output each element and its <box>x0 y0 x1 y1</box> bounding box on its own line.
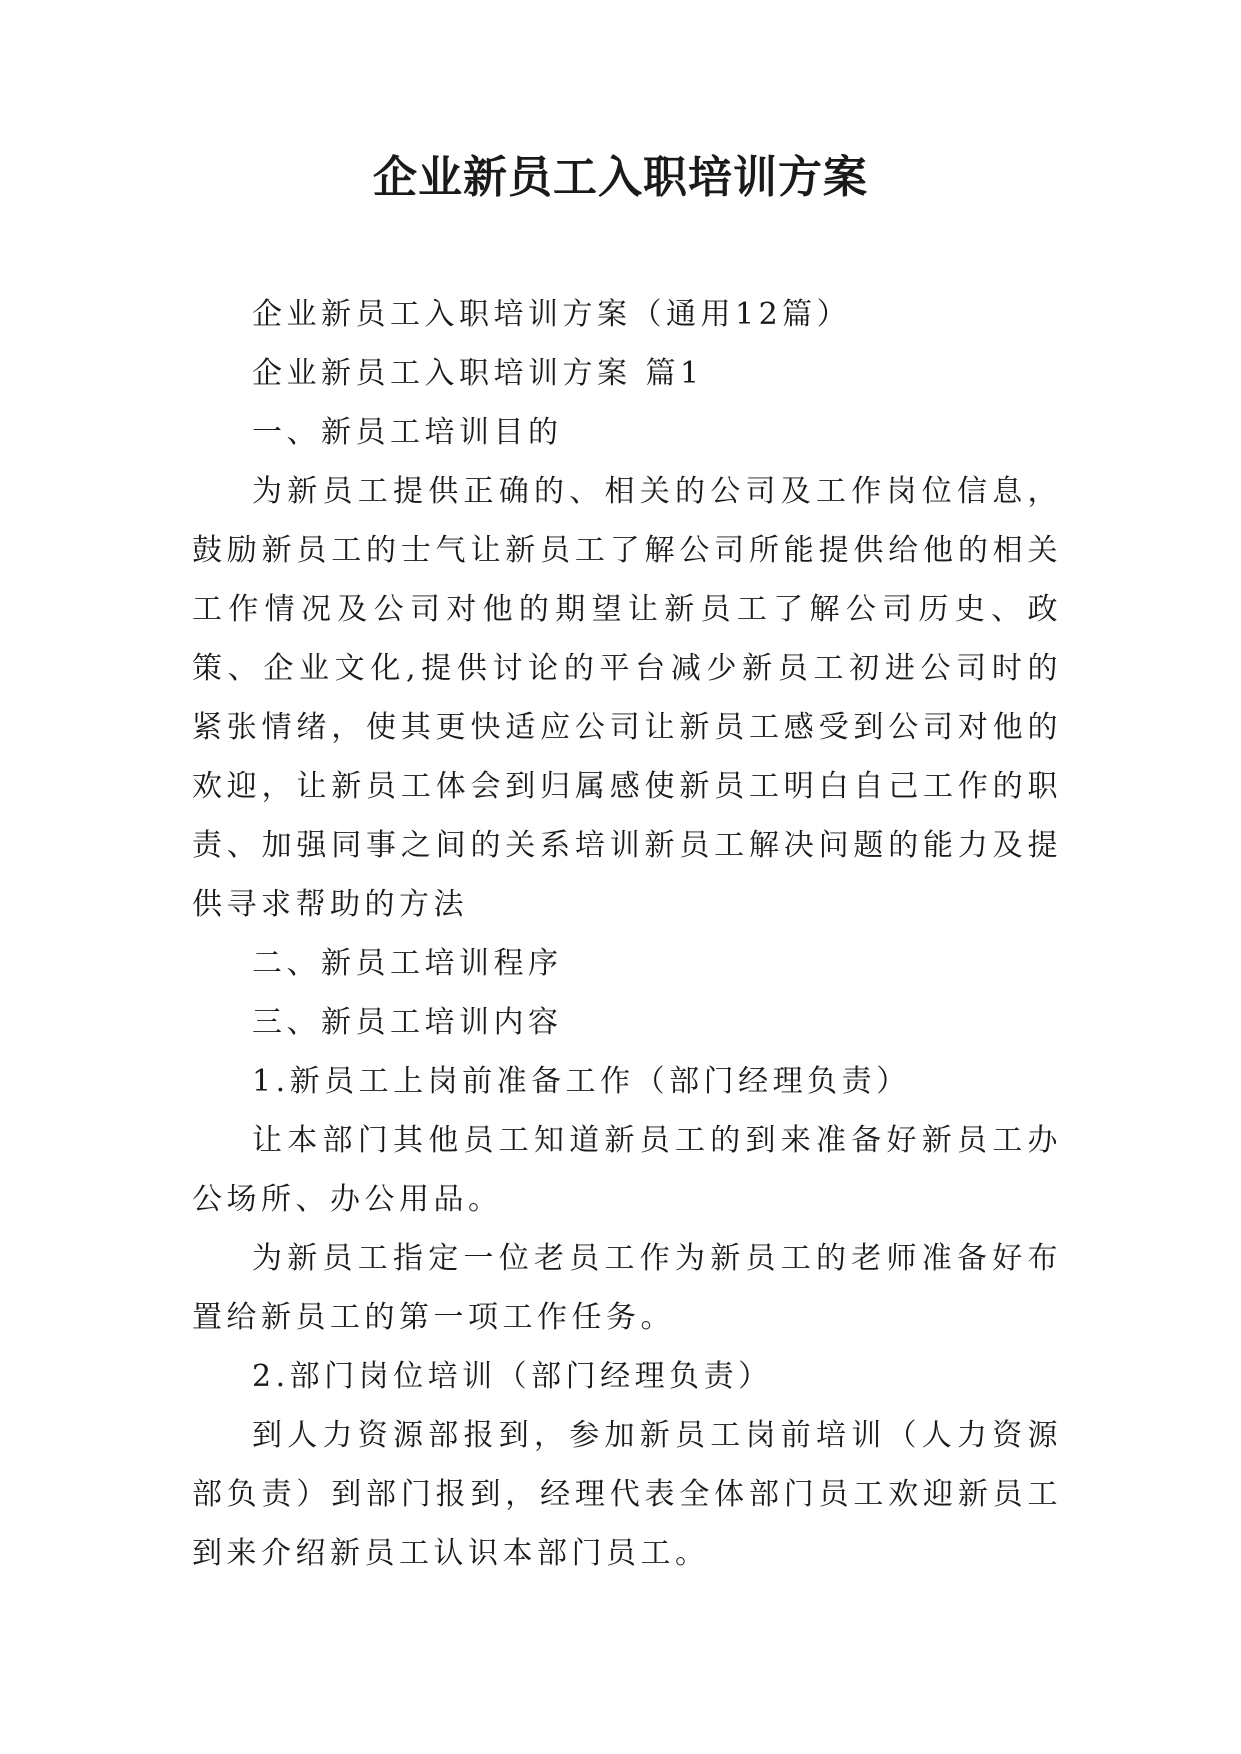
paragraph-purpose: 为新员工提供正确的、相关的公司及工作岗位信息，鼓励新员工的士气让新员工了解公司所能提供给他的相关工作情况及公司对他的期望让新员工了解公司历史、政策、企业文化,提供讨论的平台减少新员工初进公司时的紧张情绪，使其更快适应公司让新员工感受到公司对他的欢迎，让新员工体会到归属感使新员工明白自己工作的职责、加强同事之间的关系培训新员工解决问题的能力及提供寻求帮助的方法 <box>192 474 1062 922</box>
section-heading-content: 三、新员工培训内容 <box>252 1005 563 1040</box>
paragraph-preparation-1: 让本部门其他员工知道新员工的到来准备好新员工办公场所、办公用品。 <box>192 1123 1062 1217</box>
paragraph-part-heading: 企业新员工入职培训方案 篇1 <box>252 356 704 391</box>
paragraph-department-training: 到人力资源部报到，参加新员工岗前培训（人力资源部负责）到部门报到，经理代表全体部门员工欢迎新员工到来介绍新员工认识本部门员工。 <box>192 1418 1062 1571</box>
subsection-heading-department-training: 2.部门岗位培训（部门经理负责） <box>252 1359 773 1394</box>
section-heading-procedure: 二、新员工培训程序 <box>252 946 563 981</box>
paragraph-preparation-2: 为新员工指定一位老员工作为新员工的老师准备好布置给新员工的第一项工作任务。 <box>192 1241 1062 1335</box>
document-title: 企业新员工入职培训方案 <box>373 152 868 203</box>
document-body <box>192 285 1062 1583</box>
subsection-heading-preparation: 1.新员工上岗前准备工作（部门经理负责） <box>252 1064 911 1099</box>
paragraph-subtitle: 企业新员工入职培训方案（通用12篇） <box>252 297 852 332</box>
section-heading-purpose: 一、新员工培训目的 <box>252 415 563 450</box>
